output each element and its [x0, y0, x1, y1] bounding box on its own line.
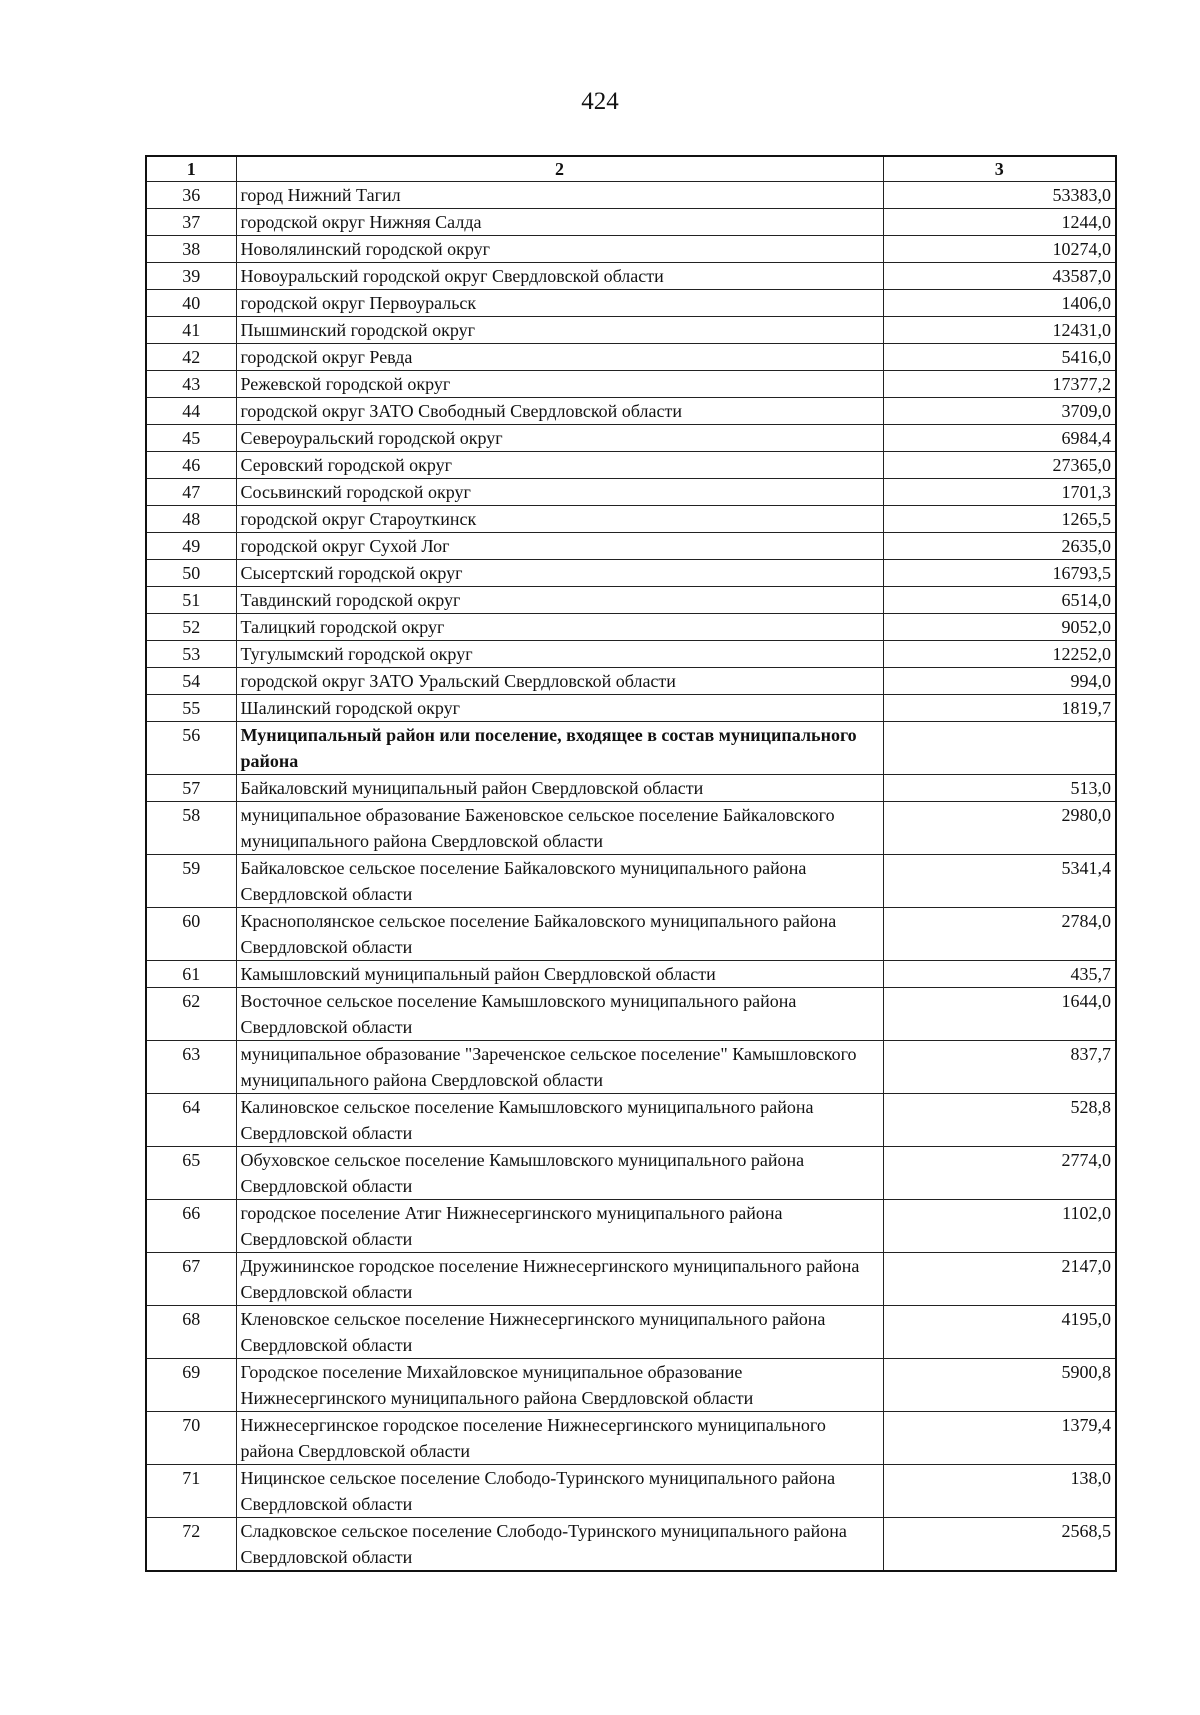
row-value: 2774,0: [883, 1147, 1116, 1200]
row-name: Шалинский городской округ: [236, 695, 883, 722]
row-name: городской округ ЗАТО Свободный Свердловской области: [236, 398, 883, 425]
row-number: 65: [146, 1147, 236, 1200]
column-header-3: 3: [883, 156, 1116, 182]
row-name: Кленовское сельское поселение Нижнесергинского муниципального района Свердловской области: [236, 1306, 883, 1359]
row-value: 513,0: [883, 775, 1116, 802]
row-name: Сладковское сельское поселение Слободо-Туринского муниципального района Свердловской области: [236, 1518, 883, 1572]
table-row: [146, 1359, 1116, 1412]
table-row: [146, 398, 1116, 425]
row-value: 5416,0: [883, 344, 1116, 371]
table-row: [146, 452, 1116, 479]
row-value: 17377,2: [883, 371, 1116, 398]
row-number: 71: [146, 1465, 236, 1518]
row-name: Восточное сельское поселение Камышловского муниципального района Свердловской области: [236, 988, 883, 1041]
row-number: 50: [146, 560, 236, 587]
row-name: Тавдинский городской округ: [236, 587, 883, 614]
row-number: 57: [146, 775, 236, 802]
row-value: 2147,0: [883, 1253, 1116, 1306]
row-number: 55: [146, 695, 236, 722]
row-name: муниципальное образование "Зареченское сельское поселение" Камышловского муниципального района Свердловской области: [236, 1041, 883, 1094]
table-row: [146, 263, 1116, 290]
row-number: 37: [146, 209, 236, 236]
row-name: Талицкий городской округ: [236, 614, 883, 641]
table-row: [146, 855, 1116, 908]
row-name: Тугулымский городской округ: [236, 641, 883, 668]
table-row: [146, 236, 1116, 263]
row-value: 9052,0: [883, 614, 1116, 641]
row-name: Сысертский городской округ: [236, 560, 883, 587]
row-value: 1244,0: [883, 209, 1116, 236]
data-table: [145, 155, 1117, 1572]
table-row: [146, 1465, 1116, 1518]
row-value: 12431,0: [883, 317, 1116, 344]
row-number: 49: [146, 533, 236, 560]
row-number: 56: [146, 722, 236, 775]
column-header-1: 1: [146, 156, 236, 182]
row-value: 2568,5: [883, 1518, 1116, 1572]
table-row: [146, 587, 1116, 614]
row-number: 64: [146, 1094, 236, 1147]
row-value: 1406,0: [883, 290, 1116, 317]
table-row: [146, 371, 1116, 398]
table-row: [146, 802, 1116, 855]
table-row: [146, 695, 1116, 722]
row-name: городское поселение Атиг Нижнесергинского муниципального района Свердловской области: [236, 1200, 883, 1253]
row-value: 2980,0: [883, 802, 1116, 855]
row-value: 1644,0: [883, 988, 1116, 1041]
row-value: 528,8: [883, 1094, 1116, 1147]
row-value: 53383,0: [883, 182, 1116, 209]
row-number: 38: [146, 236, 236, 263]
table-row: [146, 1147, 1116, 1200]
row-name: Новолялинский городской округ: [236, 236, 883, 263]
table-row: [146, 614, 1116, 641]
row-value: 6984,4: [883, 425, 1116, 452]
row-value: 16793,5: [883, 560, 1116, 587]
row-name: муниципальное образование Баженовское сельское поселение Байкаловского муниципального района Свердловской области: [236, 802, 883, 855]
row-name: городской округ Староуткинск: [236, 506, 883, 533]
row-value: 837,7: [883, 1041, 1116, 1094]
row-name: Муниципальный район или поселение, входящее в состав муниципального района: [236, 722, 883, 775]
table-body: [146, 182, 1116, 1572]
row-name: Камышловский муниципальный район Свердловской области: [236, 961, 883, 988]
table-row: [146, 1253, 1116, 1306]
table-row: [146, 479, 1116, 506]
row-value: 994,0: [883, 668, 1116, 695]
row-number: 62: [146, 988, 236, 1041]
row-value: 5900,8: [883, 1359, 1116, 1412]
row-value: 5341,4: [883, 855, 1116, 908]
row-name: Обуховское сельское поселение Камышловского муниципального района Свердловской области: [236, 1147, 883, 1200]
row-name: Североуральский городской округ: [236, 425, 883, 452]
row-number: 53: [146, 641, 236, 668]
table-row: [146, 908, 1116, 961]
row-value: 43587,0: [883, 263, 1116, 290]
row-number: 59: [146, 855, 236, 908]
row-name: Краснополянское сельское поселение Байкаловского муниципального района Свердловской области: [236, 908, 883, 961]
row-value: 435,7: [883, 961, 1116, 988]
row-number: 70: [146, 1412, 236, 1465]
row-name: городской округ ЗАТО Уральский Свердловской области: [236, 668, 883, 695]
table-row: [146, 1306, 1116, 1359]
row-name: Новоуральский городской округ Свердловской области: [236, 263, 883, 290]
table-row: [146, 317, 1116, 344]
row-number: 44: [146, 398, 236, 425]
row-value: 10274,0: [883, 236, 1116, 263]
table-row: [146, 668, 1116, 695]
table-row: [146, 1412, 1116, 1465]
row-name: Режевской городской округ: [236, 371, 883, 398]
row-value: 1265,5: [883, 506, 1116, 533]
row-number: 41: [146, 317, 236, 344]
table-row: [146, 560, 1116, 587]
row-number: 43: [146, 371, 236, 398]
table-row: [146, 425, 1116, 452]
row-name: Байкаловское сельское поселение Байкаловского муниципального района Свердловской области: [236, 855, 883, 908]
row-number: 60: [146, 908, 236, 961]
row-name: Пышминский городской округ: [236, 317, 883, 344]
row-number: 40: [146, 290, 236, 317]
table-row: [146, 1041, 1116, 1094]
page-number: 424: [581, 88, 619, 115]
row-value: [883, 722, 1116, 775]
table-row: [146, 506, 1116, 533]
row-number: 61: [146, 961, 236, 988]
table-row: [146, 961, 1116, 988]
row-value: 6514,0: [883, 587, 1116, 614]
table-row: [146, 1518, 1116, 1572]
row-number: 45: [146, 425, 236, 452]
row-number: 63: [146, 1041, 236, 1094]
table-row: [146, 1200, 1116, 1253]
row-value: 2635,0: [883, 533, 1116, 560]
row-value: 12252,0: [883, 641, 1116, 668]
table-row: [146, 344, 1116, 371]
table-row: [146, 1094, 1116, 1147]
table-row: [146, 775, 1116, 802]
row-value: 4195,0: [883, 1306, 1116, 1359]
row-name: городской округ Нижняя Салда: [236, 209, 883, 236]
row-number: 39: [146, 263, 236, 290]
row-name: город Нижний Тагил: [236, 182, 883, 209]
row-number: 72: [146, 1518, 236, 1572]
row-name: Серовский городской округ: [236, 452, 883, 479]
row-number: 48: [146, 506, 236, 533]
row-number: 66: [146, 1200, 236, 1253]
row-name: Калиновское сельское поселение Камышловского муниципального района Свердловской области: [236, 1094, 883, 1147]
row-number: 42: [146, 344, 236, 371]
row-number: 68: [146, 1306, 236, 1359]
row-number: 52: [146, 614, 236, 641]
table-header-row: [146, 156, 1116, 182]
row-number: 69: [146, 1359, 236, 1412]
row-name: Сосьвинский городской округ: [236, 479, 883, 506]
column-header-2: 2: [236, 156, 883, 182]
row-value: 138,0: [883, 1465, 1116, 1518]
row-name: Байкаловский муниципальный район Свердловской области: [236, 775, 883, 802]
row-value: 27365,0: [883, 452, 1116, 479]
row-number: 36: [146, 182, 236, 209]
table-row: [146, 722, 1116, 775]
row-number: 67: [146, 1253, 236, 1306]
table-row: [146, 533, 1116, 560]
row-value: 1379,4: [883, 1412, 1116, 1465]
row-number: 47: [146, 479, 236, 506]
row-value: 1819,7: [883, 695, 1116, 722]
row-name: городской округ Ревда: [236, 344, 883, 371]
row-name: Городское поселение Михайловское муниципальное образование Нижнесергинского муниципального района Свердловской области: [236, 1359, 883, 1412]
row-number: 58: [146, 802, 236, 855]
table-row: [146, 209, 1116, 236]
row-value: 2784,0: [883, 908, 1116, 961]
row-name: городской округ Первоуральск: [236, 290, 883, 317]
row-value: 1102,0: [883, 1200, 1116, 1253]
row-name: Ницинское сельское поселение Слободо-Туринского муниципального района Свердловской области: [236, 1465, 883, 1518]
row-value: 1701,3: [883, 479, 1116, 506]
table-row: [146, 182, 1116, 209]
row-name: Дружининское городское поселение Нижнесергинского муниципального района Свердловской области: [236, 1253, 883, 1306]
row-name: городской округ Сухой Лог: [236, 533, 883, 560]
table-row: [146, 641, 1116, 668]
row-number: 51: [146, 587, 236, 614]
row-name: Нижнесергинское городское поселение Нижнесергинского муниципального района Свердловской области: [236, 1412, 883, 1465]
row-value: 3709,0: [883, 398, 1116, 425]
table-row: [146, 988, 1116, 1041]
row-number: 46: [146, 452, 236, 479]
table-row: [146, 290, 1116, 317]
row-number: 54: [146, 668, 236, 695]
